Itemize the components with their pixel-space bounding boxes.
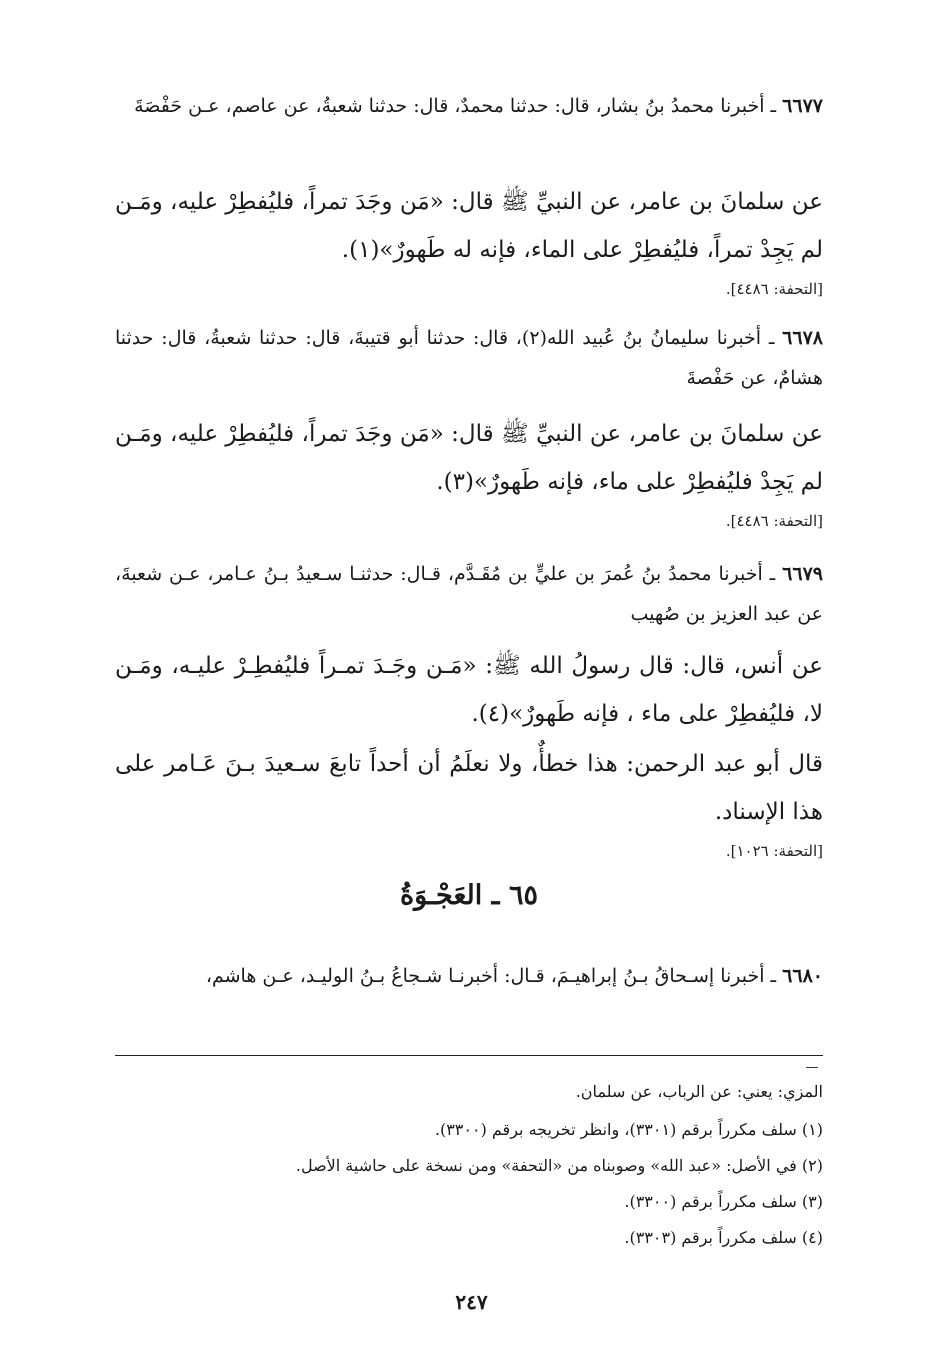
tuhfa-reference: [التحفة: ١٠٢٦]. <box>725 842 823 860</box>
footnote-continuation-mark <box>806 1067 818 1068</box>
isnad-text: ـ أخبرنا إسـحاقُ بـنُ إبراهيـمَ، قـال: أخبرنـا شـجاعُ بـنُ الوليـد، عـن هاشم، <box>205 965 777 987</box>
hadith-6677-text: عن سلمانَ بن عامر، عن النبيِّ ﷺ قال: «مَن وجَدَ تمراً، فليُفطِرْ عليه، ومَـن لم يَجِدْ تمراً، فليُفطِرْ على الماء، فإنه له طَهورٌ»(١). <box>115 189 823 263</box>
isnad-text: ـ أخبرنا محمدُ بنُ عُمرَ بن عليٍّ بن مُقَـدَّم، قـال: حدثنـا سـعيدُ بـنُ عـامر، عـن شعبةَ، عن عبد العزيز بن صُهيب <box>115 563 823 625</box>
hadith-number: ٦٦٧٨ <box>782 327 823 349</box>
hadith-number: ٦٦٧٧ <box>782 95 823 117</box>
hadith-6680-chain <box>115 950 823 1002</box>
author-comment: قال أبو عبد الرحمن: هذا خطأٌ، ولا نعلَمُ أن أحداً تابعَ سـعيدَ بـنَ عَـامر على هذا الإسناد. <box>115 751 823 825</box>
footnote-1: (١) سلف مكرراً برقم (٣٣٠١)، وانظر تخريجه برقم (٣٣٠٠). <box>434 1120 823 1139</box>
hadith-6679-chain <box>115 554 823 634</box>
hadith-number: ٦٦٨٠ <box>782 965 823 987</box>
isnad-text: ـ أخبرنا سليمانُ بنُ عُبيد الله(٢)، قال: حدثنا أبو قتيبةَ، قال: حدثنا شعبةُ، قال: حدثنا هشامٌ، عن حَفْصةَ <box>115 327 823 389</box>
footnote-separator <box>115 1055 823 1056</box>
hadith-6679-text: عن أنس، قال: قال رسولُ الله ﷺ: «مَـن وجَـدَ تمـراً فليُفطِـرْ عليـه، ومَـن لا، فليُفطِرْ على ماء ، فإنه طَهورٌ»(٤). <box>115 653 823 727</box>
hadith-6677-chain <box>115 86 823 126</box>
chapter-heading: ٦٥ ـ العَجْـوَةُ <box>400 880 538 911</box>
hadith-number: ٦٦٧٩ <box>782 563 823 585</box>
tuhfa-reference: [التحفة: ٤٤٨٦]. <box>725 512 823 530</box>
hadith-6678-chain <box>115 318 823 398</box>
footnote-4: (٤) سلف مكرراً برقم (٣٣٠٣). <box>624 1228 823 1247</box>
footnote-continuation: المزي: يعني: عن الرباب، عن سلمان. <box>575 1082 823 1101</box>
footnote-3: (٣) سلف مكرراً برقم (٣٣٠٠). <box>624 1192 823 1211</box>
page-number: ٢٤٧ <box>455 1290 488 1314</box>
footnote-2: (٢) في الأصل: «عبد الله» وصوبناه من «التحفة» ومن نسخة على حاشية الأصل. <box>295 1156 823 1175</box>
tuhfa-reference: [التحفة: ٤٤٨٦]. <box>725 280 823 298</box>
isnad-text: ـ أخبرنا محمدُ بنُ بشار، قال: حدثنا محمدٌ، قال: حدثنا شعبةُ، عن عاصم، عـن حَفْصَةَ <box>134 95 777 117</box>
hadith-6678-text: عن سلمانَ بن عامر، عن النبيِّ ﷺ قال: «مَن وجَدَ تمراً، فليُفطِرْ عليه، ومَـن لم يَجِدْ فليُفطِرْ على ماء، فإنه طَهورٌ»(٣). <box>115 421 823 495</box>
